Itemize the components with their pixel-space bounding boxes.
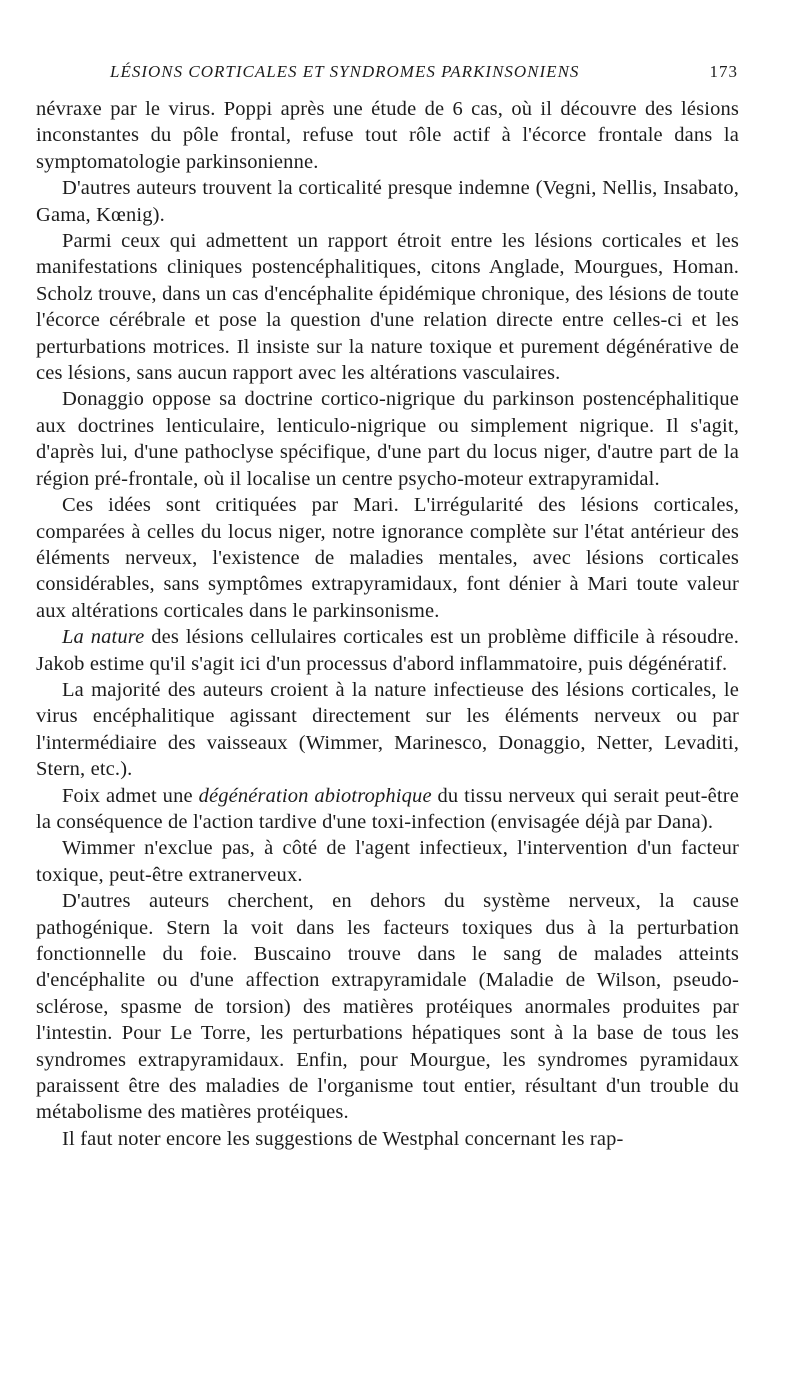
body-text — [36, 96, 739, 1152]
paragraph — [36, 492, 739, 624]
text-run: Parmi ceux qui admettent un rapport étroit entre les lésions corticales et les manifestations cliniques postencéphalitiques, citons Anglade, Mourgues, Homan. Scholz trouve, dans un cas d'encéphalite épidémique chronique, des lésions de toute l'écorce cérébrale et pose la question d'une relation directe entre celles-ci et les perturbations motrices. Il insiste sur la nature toxique et purement dégénérative de ces lésions, sans aucun rapport avec les altérations vasculaires. — [36, 230, 739, 385]
paragraph — [36, 228, 739, 386]
paragraph — [36, 175, 739, 228]
text-run: D'autres auteurs cherchent, en dehors du système nerveux, la cause pathogénique. Stern la voit dans les facteurs toxiques dus à la perturbation fonctionnelle du foie. Buscaino trouve dans le sang de malades atteints d'encéphalite ou d'une affection extrapyramidale (Maladie de Wilson, pseudo-sclérose, spasme de torsion) des matières protéiques anormales produites par l'intestin. Pour Le Torre, les perturbations hépatiques sont à la base de tous les syndromes extrapyramidaux. Enfin, pour Mourgue, les syndromes pyramidaux paraissent être des maladies de l'organisme tout entier, résultant d'un trouble du métabolisme des matières protéiques. — [36, 890, 739, 1124]
text-run: du tissu nerveux qui serait peut-être la conséquence de l'action tardive d'une toxi-infection (envisagée déjà par Dana). — [36, 784, 739, 833]
paragraph — [36, 386, 739, 492]
text-run: Foix admet une — [62, 784, 199, 807]
text-run: D'autres auteurs trouvent la corticalité presque indemne (Vegni, Nellis, Insabato, Gama, Kœnig). — [36, 177, 739, 226]
paragraph — [36, 835, 739, 888]
running-header — [110, 62, 738, 82]
paragraph — [36, 783, 739, 836]
text-run: Wimmer n'exclue pas, à côté de l'agent infectieux, l'intervention d'un facteur toxique, peut-être extranerveux. — [36, 837, 739, 886]
text-run: La majorité des auteurs croient à la nature infectieuse des lésions corticales, le virus encéphalitique agissant directement sur les éléments nerveux ou par l'intermédiaire des vaisseaux (Wimmer, Marinesco, Donaggio, Netter, Levaditi, Stern, etc.). — [36, 678, 739, 781]
italic-text: dégénération abiotrophique — [198, 784, 432, 807]
text-run: Il faut noter encore les suggestions de Westphal concernant les rap- — [62, 1127, 624, 1150]
text-run: des lésions cellulaires corticales est un problème difficile à résoudre. Jakob estime qu'il s'agit ici d'un processus d'abord inflammatoire, puis dégénératif. — [36, 626, 739, 675]
paragraph — [36, 624, 739, 677]
paragraph — [36, 1126, 739, 1152]
page-number: 173 — [709, 62, 738, 81]
paragraph — [36, 96, 739, 175]
italic-text: La nature — [62, 626, 145, 649]
text-run: Ces idées sont critiquées par Mari. L'irrégularité des lésions corticales, comparées à celles du locus niger, notre ignorance complète sur l'état antérieur des éléments nerveux, l'existence de maladies mentales, avec lésions corticales considérables, sans symptômes extrapyramidaux, font dénier à Mari toute valeur aux altérations corticales dans le parkinsonisme. — [36, 494, 739, 622]
text-run: Donaggio oppose sa doctrine cortico-nigrique du parkinson postencéphalitique aux doctrines lenticulaire, lenticulo-nigrique ou simplement nigrique. Il s'agit, d'après lui, d'une pathoclyse spécifique, d'une part du locus niger, d'autre part de la région pré-frontale, où il localise un centre psycho-moteur extrapyramidal. — [36, 388, 739, 490]
text-run: névraxe par le virus. Poppi après une étude de 6 cas, où il découvre des lésions inconstantes du pôle frontal, refuse tout rôle actif à l'écorce frontale dans la symptomatologie parkinsonienne. — [36, 98, 739, 173]
paragraph — [36, 677, 739, 783]
running-title: LÉSIONS CORTICALES ET SYNDROMES PARKINSONIENS — [110, 62, 580, 81]
paragraph — [36, 888, 739, 1126]
